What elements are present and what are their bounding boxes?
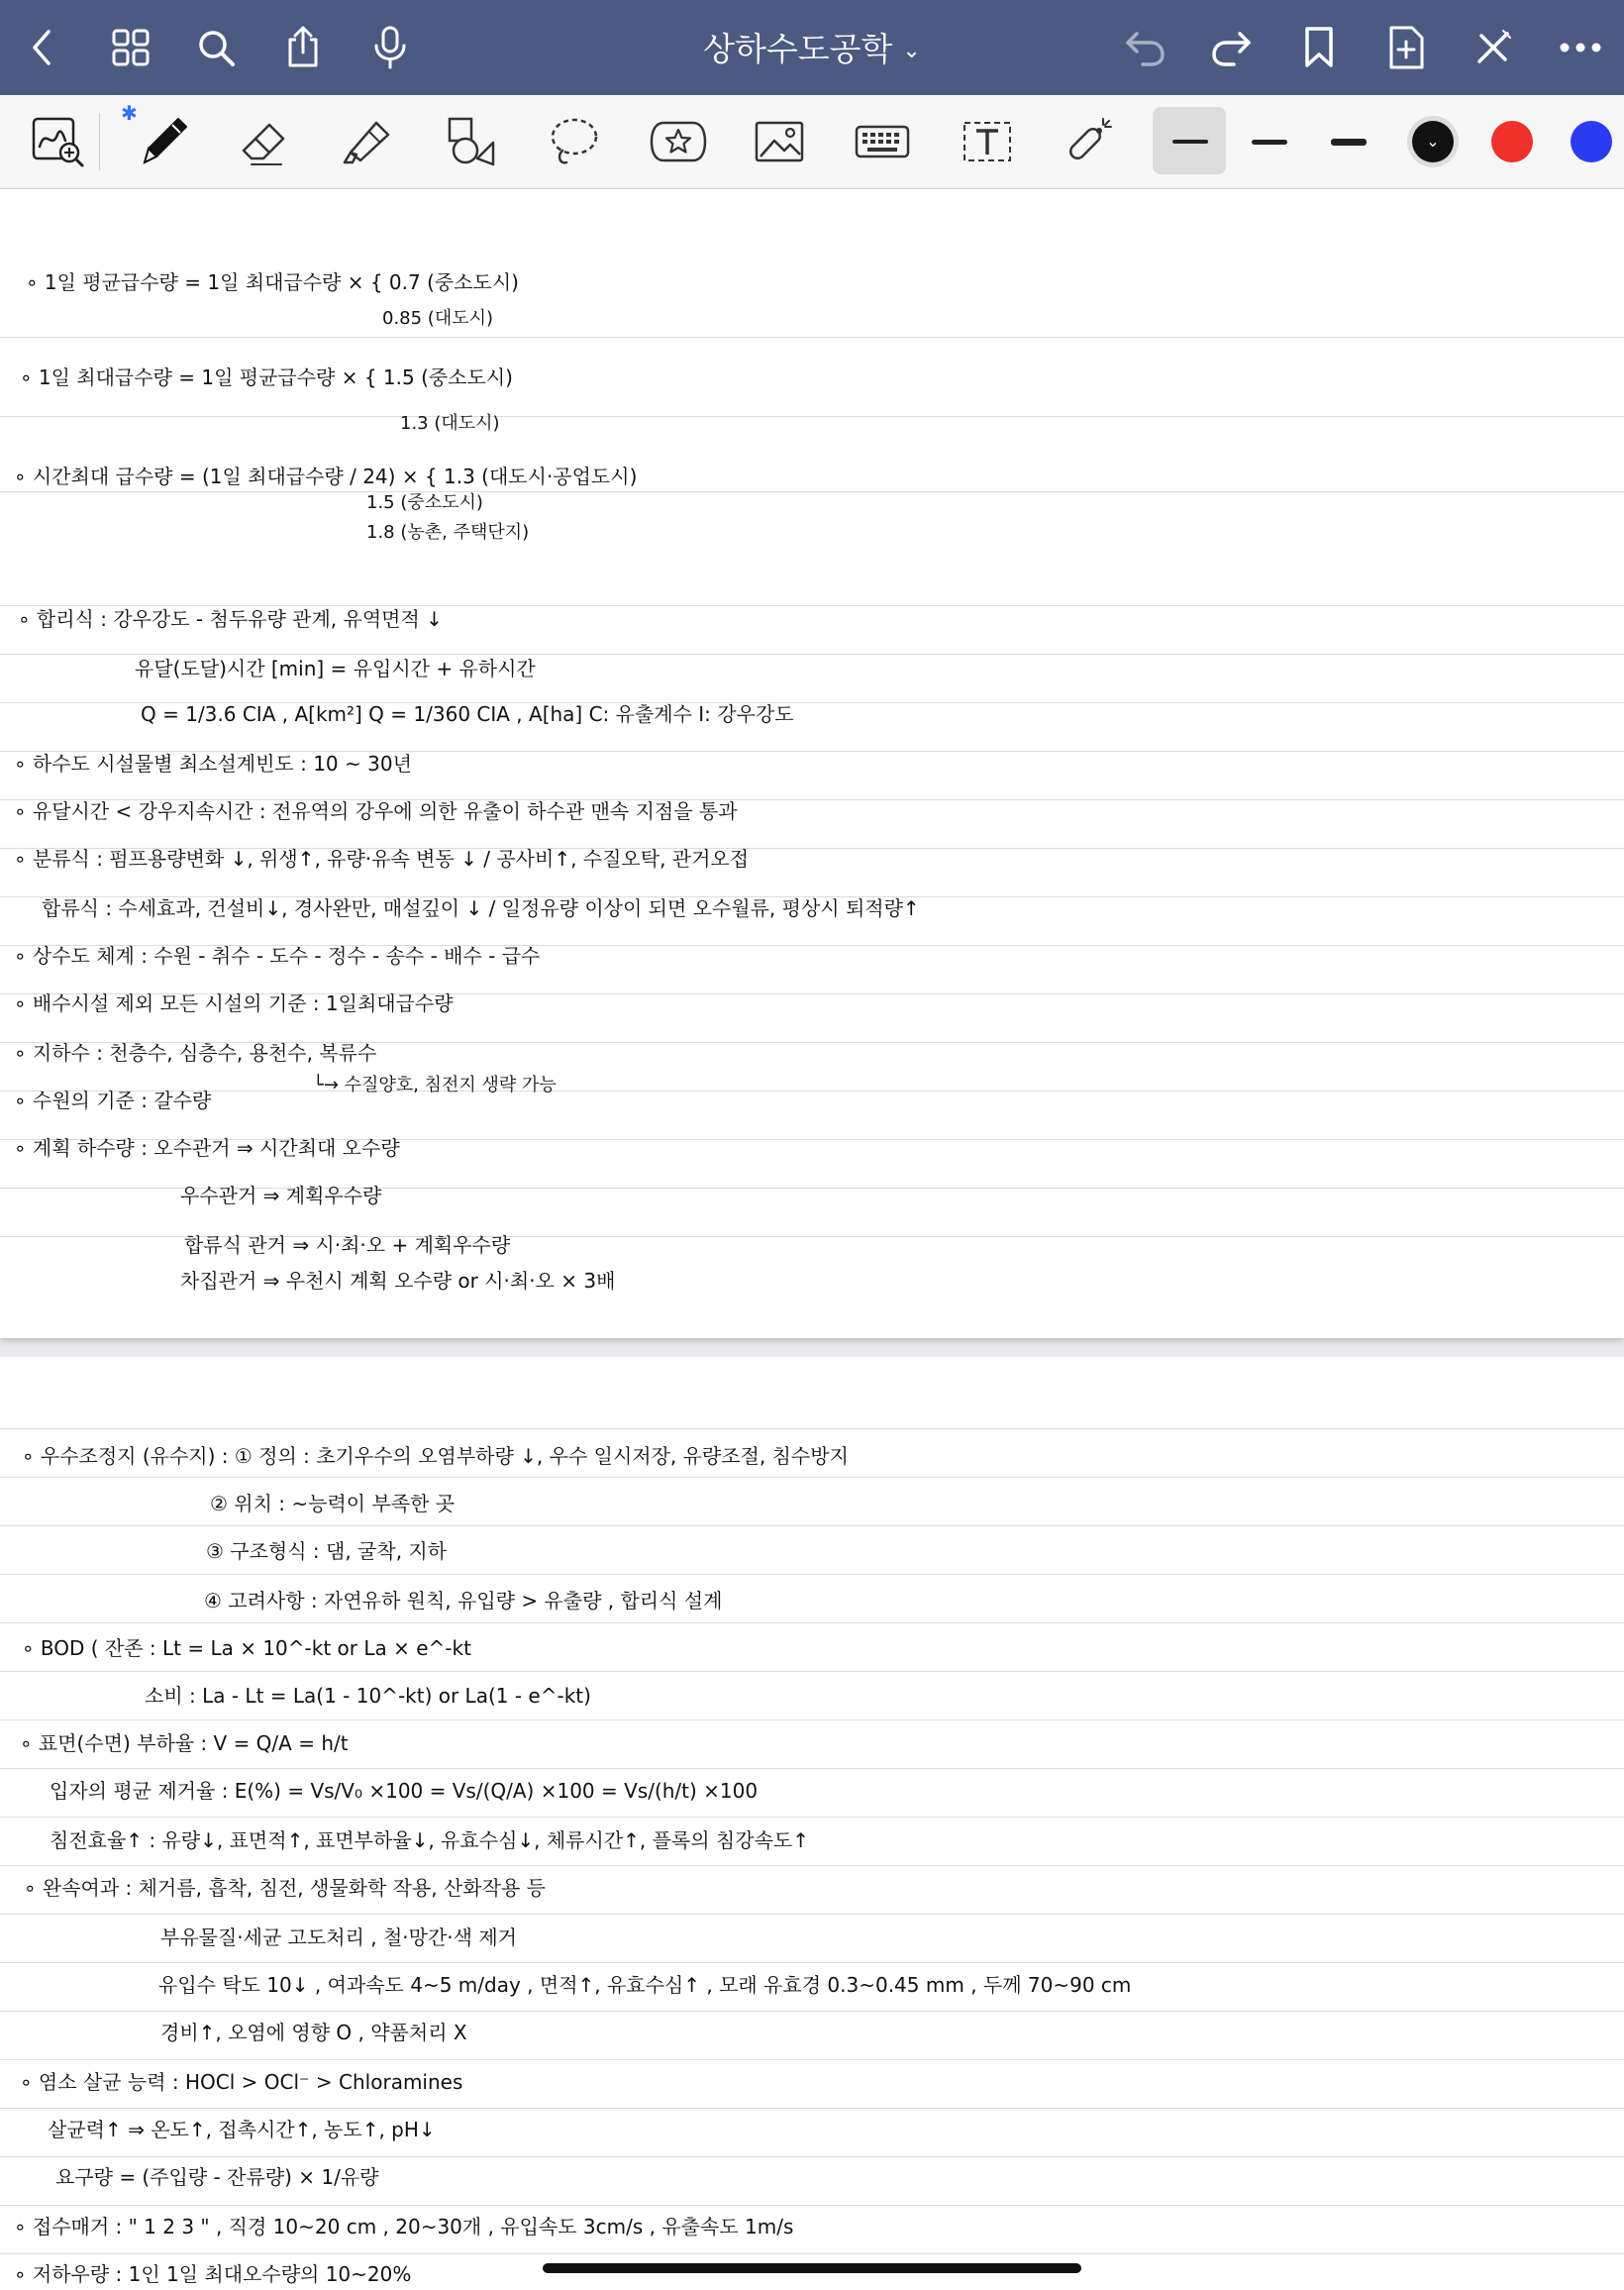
bookmark-icon — [1301, 26, 1337, 69]
note-line: 입자의 평균 제거율 : E(%) = Vs/V₀ ×100 = Vs/(Q/A) ×100 = Vs/(h/t) ×100 — [50, 1779, 759, 1803]
keyboard-icon — [854, 113, 911, 170]
ruled-line — [0, 1817, 1624, 1818]
pen-tool[interactable] — [129, 109, 198, 174]
ruled-line — [0, 1574, 1624, 1575]
note-line: 우수관거 ⇒ 계획우수량 — [180, 1184, 382, 1207]
note-line: 유입수 탁도 10↓ , 여과속도 4~5 m/day , 면적↑, 유효수심↑ , 모래 유효경 0.3~0.45 mm , 두께 70~90 cm — [158, 1973, 1132, 1997]
ruled-line — [0, 2059, 1624, 2060]
top-navigation-bar — [0, 0, 1624, 95]
note-line: ∘ 우수조정지 (유수지) : ① 정의 : 초기우수의 오염부하량 ↓, 우수 일시저장, 유량조절, 침수방지 — [22, 1444, 849, 1468]
ruled-line — [0, 1622, 1624, 1623]
color-swatch-blue[interactable] — [1571, 121, 1612, 162]
note-line: ∘ BOD ( 잔존 : Lt = La × 10^-kt or La × e^-kt — [22, 1636, 471, 1660]
more-button[interactable] — [1551, 18, 1610, 77]
note-line: ∘ 합리식 : 강우강도 - 첨두유량 관계, 유역면적 ↓ — [18, 607, 443, 631]
ruled-line — [0, 1914, 1624, 1915]
note-line: ④ 고려사항 : 자연유하 원칙, 유입량 > 유출량 , 합리식 설계 — [204, 1589, 723, 1613]
eraser-tool[interactable] — [230, 109, 299, 174]
image-icon — [751, 113, 808, 170]
close-pen-icon — [1473, 28, 1513, 67]
ruled-line — [0, 2108, 1624, 2109]
ruled-line — [0, 1525, 1624, 1526]
pen-icon — [135, 113, 192, 170]
note-line: ∘ 유달시간 < 강우지속시간 : 전유역의 강우에 의한 유출이 하수관 맨속 지점을 통과 — [14, 799, 738, 823]
ruled-line — [0, 416, 1624, 417]
laser-pointer-tool[interactable] — [1054, 109, 1123, 174]
shapes-icon — [442, 113, 499, 170]
redo-button[interactable] — [1202, 18, 1262, 77]
stroke-width-thick[interactable] — [1331, 139, 1367, 146]
note-line: 요구량 = (주입량 - 잔류량) × 1/유량 — [55, 2165, 379, 2189]
note-line: ∘ 지하수 : 천층수, 심층수, 용천수, 복류수 — [14, 1041, 377, 1065]
note-line: Q = 1/3.6 CIA , A[km²] Q = 1/360 CIA , A[ha] C: 유출계수 I: 강우강도 — [141, 702, 794, 726]
note-line: ∘ 상수도 체계 : 수원 - 취수 - 도수 - 정수 - 송수 - 배수 - 급수 — [14, 944, 541, 968]
note-line: 합류식 관거 ⇒ 시·최·오 + 계획우수량 — [184, 1233, 511, 1257]
note-line: 1.5 (중소도시) — [366, 492, 483, 513]
chevron-down-icon: ⌄ — [1426, 132, 1440, 151]
note-page-1[interactable] — [0, 189, 1624, 1338]
note-line: 침전효율↑ : 유량↓, 표면적↑, 표면부하율↓, 유효수심↓, 체류시간↑, 플록의 침강속도↑ — [50, 1828, 809, 1852]
ruled-line — [0, 2156, 1624, 2157]
bookmark-button[interactable] — [1289, 18, 1349, 77]
note-line: 부유물질·세균 고도처리 , 철·망간·색 제거 — [160, 1926, 517, 1949]
ai-lens-icon — [30, 113, 87, 170]
add-page-icon — [1386, 25, 1426, 70]
note-line: 차집관거 ⇒ 우천시 계획 오수량 or 시·최·오 × 3배 — [180, 1269, 616, 1293]
eraser-icon — [236, 113, 293, 170]
note-line: ∘ 하수도 시설물별 최소설계빈도 : 10 ~ 30년 — [14, 752, 412, 776]
image-tool[interactable] — [745, 109, 814, 174]
undo-button[interactable] — [1115, 18, 1174, 77]
undo-icon — [1123, 28, 1167, 67]
note-line: ∘ 저하우량 : 1인 1일 최대오수량의 10~20% — [14, 2262, 412, 2286]
note-line: 1.3 (대도시) — [400, 413, 500, 434]
highlighter-icon — [339, 113, 396, 170]
note-line: 살균력↑ ⇒ 온도↑, 접촉시간↑, 농도↑, pH↓ — [48, 2118, 436, 2141]
sticker-tool[interactable] — [644, 109, 713, 174]
ruled-line — [0, 491, 1624, 492]
note-line: ∘ 시간최대 급수량 = (1일 최대급수량 / 24) × { 1.3 (대도시·공업도시) — [14, 465, 638, 488]
keyboard-tool[interactable] — [848, 109, 917, 174]
home-indicator[interactable] — [543, 2263, 1081, 2273]
note-line: ∘ 계획 하수량 : 오수관거 ⇒ 시간최대 오수량 — [14, 1136, 400, 1160]
color-swatch-black[interactable] — [1412, 121, 1454, 162]
color-swatch-red[interactable] — [1491, 121, 1533, 162]
note-line: 0.85 (대도시) — [382, 308, 494, 329]
note-line: 경비↑, 오염에 영향 O , 약품처리 X — [160, 2021, 467, 2044]
note-line: ∘ 표면(수면) 부하율 : V = Q/A = h/t — [20, 1731, 349, 1755]
drawing-toolbar — [0, 95, 1624, 189]
note-line: ② 위치 : ~능력이 부족한 곳 — [210, 1492, 456, 1515]
ruled-line — [0, 1962, 1624, 1963]
ruled-line — [0, 1865, 1624, 1866]
note-page-2[interactable] — [0, 1357, 1624, 2290]
note-line: ∘ 배수시설 제외 모든 시설의 기준 : 1일최대급수량 — [14, 991, 454, 1015]
note-line: 유달(도달)시간 [min] = 유입시간 + 유하시간 — [135, 657, 536, 680]
note-line: 소비 : La - Lt = La(1 - 10^-kt) or La(1 - e^-kt) — [145, 1684, 591, 1708]
note-line: 합류식 : 수세효과, 건설비↓, 경사완만, 매설깊이 ↓ / 일정유량 이상이 되면 오수월류, 평상시 퇴적량↑ — [42, 896, 920, 920]
laser-pointer-icon — [1060, 113, 1117, 170]
ruled-line — [0, 1091, 1624, 1092]
shapes-tool[interactable] — [436, 109, 505, 174]
ruled-line — [0, 2205, 1624, 2206]
note-line: ∘ 수원의 기준 : 갈수량 — [14, 1089, 212, 1112]
note-line: ∘ 1일 최대급수량 = 1일 평균급수량 × { 1.5 (중소도시) — [20, 365, 513, 389]
note-line: ∘ 분류식 : 펌프용량변화 ↓, 위생↑, 유량·유속 변동 ↓ / 공사비↑, 수질오탁, 관거오접 — [14, 847, 750, 871]
ruled-line — [0, 2253, 1624, 2254]
stroke-width-thin[interactable] — [1172, 140, 1208, 144]
note-line: └→ 수질양호, 침전지 생략 가능 — [313, 1075, 557, 1095]
note-line: 1.8 (농촌, 주택단지) — [366, 522, 530, 543]
more-icon — [1559, 42, 1602, 53]
note-line: ∘ 접수매거 : " 1 2 3 " , 직경 10~20 cm , 20~30개 , 유입속도 3cm/s , 유출속도 1m/s — [14, 2215, 794, 2238]
close-pen-mode-button[interactable] — [1464, 18, 1523, 77]
ruled-line — [0, 1477, 1624, 1478]
highlighter-tool[interactable] — [333, 109, 402, 174]
add-page-button[interactable] — [1376, 18, 1436, 77]
note-line: ∘ 염소 살균 능력 : HOCl > OCl⁻ > Chloramines — [20, 2070, 463, 2094]
ruled-line — [0, 1428, 1624, 1429]
note-line: ∘ 1일 평균급수량 = 1일 최대급수량 × { 0.7 (중소도시) — [26, 270, 519, 294]
text-box-tool[interactable] — [953, 109, 1022, 174]
ruled-line — [0, 1719, 1624, 1720]
note-line: ③ 구조형식 : 댐, 굴착, 지하 — [206, 1539, 448, 1563]
stroke-width-medium[interactable] — [1252, 140, 1287, 145]
sticker-icon — [650, 113, 707, 170]
ruled-line — [0, 1768, 1624, 1769]
bluetooth-icon: ✱ — [121, 101, 138, 125]
ruled-line — [0, 337, 1624, 338]
chevron-down-icon: ⌄ — [902, 39, 921, 63]
ruled-line — [0, 1671, 1624, 1672]
redo-icon — [1210, 28, 1254, 67]
note-line: ∘ 완속여과 : 체거름, 흡착, 침전, 생물화학 작용, 산화작용 등 — [24, 1876, 546, 1900]
document-title-text: 상하수도공학 — [703, 30, 893, 68]
toolbar-divider — [99, 113, 100, 170]
ruled-line — [0, 2011, 1624, 2012]
text-box-icon — [959, 113, 1016, 170]
ai-lens-tool[interactable] — [24, 109, 93, 174]
lasso-tool[interactable] — [539, 109, 608, 174]
lasso-icon — [545, 113, 602, 170]
